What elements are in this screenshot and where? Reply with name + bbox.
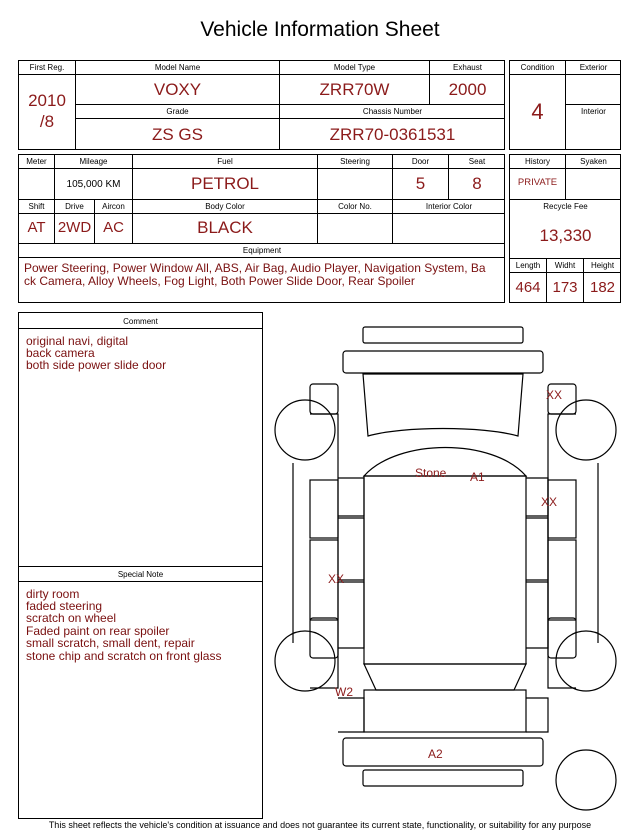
grade-value: ZS GS (151, 125, 203, 144)
model-type-label: Model Type (280, 61, 429, 75)
width-value: 173 (552, 279, 578, 296)
mark-xx-right: XX (541, 495, 558, 509)
mark-xx-left: XX (328, 572, 345, 586)
exterior-cell (566, 61, 621, 105)
model-name-cell (76, 61, 280, 105)
seat-cell (449, 155, 505, 200)
mark-a2: A2 (428, 747, 443, 761)
syaken-label: Syaken (566, 155, 621, 169)
shift-value: AT (27, 219, 46, 236)
width-cell (547, 259, 584, 303)
left-front-window (338, 478, 364, 516)
first-reg-label: First Reg. (19, 61, 75, 75)
comment-label: Comment (19, 315, 262, 329)
comment-line-2: back camera (26, 346, 95, 360)
rear-wheel-right (556, 631, 616, 691)
length-label: Length (510, 259, 546, 273)
history-value: PRIVATE (517, 177, 558, 188)
recycle-cell (510, 200, 621, 259)
equipment-label: Equipment (19, 244, 505, 258)
drive-value: 2WD (57, 219, 92, 236)
back-door-side-left (338, 698, 364, 732)
mileage-label: Mileage (55, 155, 132, 169)
special-line-2: faded steering (26, 599, 103, 613)
equipment-cell (19, 244, 505, 303)
body-color-value: BLACK (197, 218, 253, 237)
left-rear-window (338, 582, 364, 648)
history-cell (510, 155, 566, 200)
grade-cell (76, 105, 280, 150)
interior-label: Interior (581, 107, 606, 116)
rear-window (364, 664, 526, 690)
page-title: Vehicle Information Sheet (200, 18, 440, 41)
fuel-cell (133, 155, 318, 200)
body-color-label: Body Color (133, 200, 317, 214)
model-name-value: VOXY (153, 80, 202, 99)
drive-label: Drive (55, 200, 94, 214)
model-type-value: ZRR70W (319, 80, 390, 99)
comment-panel (18, 312, 263, 819)
condition-value: 4 (531, 99, 544, 124)
recycle-value: 13,330 (539, 226, 592, 245)
mileage-value: 105,000 KM (66, 179, 121, 190)
meter-cell (19, 155, 55, 200)
rear-wheel-left (275, 631, 335, 691)
syaken-cell (566, 155, 621, 200)
condition-table (509, 60, 621, 150)
aircon-cell (95, 200, 133, 244)
chassis-value: ZRR70-0361531 (329, 125, 456, 144)
chassis-cell (280, 105, 505, 150)
rear-bumper-lower (363, 770, 523, 786)
special-line-4: Faded paint on rear spoiler (26, 624, 170, 638)
width-label: Widht (547, 259, 583, 273)
special-note-label: Special Note (19, 568, 262, 582)
hood (363, 374, 523, 436)
condition-label: Condition (510, 61, 565, 75)
front-fender-left (310, 384, 338, 414)
mark-stone: Stone (415, 466, 447, 480)
history-label: History (510, 155, 565, 169)
model-type-cell (280, 61, 430, 105)
right-rear-door (548, 540, 576, 620)
front-wheel-right (556, 400, 616, 460)
left-side-body (310, 414, 338, 688)
first-reg-cell (19, 61, 76, 150)
fuel-label: Fuel (133, 155, 317, 169)
seat-value: 8 (472, 174, 482, 193)
interior-color-cell (393, 200, 505, 244)
front-bumper-top (363, 327, 523, 343)
condition-cell (510, 61, 566, 150)
mark-xx-top-right: XX (546, 388, 563, 402)
special-note-divider (19, 566, 262, 567)
exterior-label: Exterior (566, 61, 621, 75)
disclaimer-footer: This sheet reflects the vehicle's condition at issuance and does not guarantee its current state, functionality, or suitability for any purpose (48, 820, 592, 830)
length-cell (510, 259, 547, 303)
interior-color-label: Interior Color (393, 200, 505, 214)
steering-label: Steering (318, 155, 392, 169)
interior-cell (566, 105, 621, 150)
left-mid-window (338, 518, 364, 580)
steering-cell (318, 155, 393, 200)
first-reg-year: 2010 (28, 91, 66, 110)
back-door-side-right (526, 698, 548, 732)
special-line-1: dirty room (26, 587, 80, 601)
rear-bumper (343, 738, 543, 766)
height-cell (584, 259, 621, 303)
comment-line-1: original navi, digital (26, 334, 129, 348)
body-color-cell (133, 200, 318, 244)
roof (364, 476, 526, 664)
back-door (364, 690, 526, 732)
grade-label: Grade (76, 105, 279, 119)
seat-label: Seat (449, 155, 505, 169)
right-side-body (548, 414, 576, 688)
shift-cell (19, 200, 55, 244)
shift-label: Shift (19, 200, 54, 214)
chassis-label: Chassis Number (280, 105, 505, 119)
special-line-3: scratch on wheel (26, 611, 117, 625)
aircon-label: Aircon (95, 200, 132, 214)
first-reg-month: /8 (39, 112, 55, 131)
height-label: Height (584, 259, 621, 273)
model-name-label: Model Name (76, 61, 279, 75)
mark-w2: W2 (335, 685, 353, 699)
recycle-label: Recycle Fee (543, 202, 588, 211)
left-front-door (310, 480, 338, 538)
exhaust-value: 2000 (448, 80, 487, 99)
vehicle-basic-table (18, 60, 505, 150)
drive-cell (55, 200, 95, 244)
right-mid-window (526, 518, 548, 580)
spare-wheel (556, 750, 616, 810)
door-cell (393, 155, 449, 200)
history-table (509, 154, 621, 303)
special-line-6: stone chip and scratch on front glass (26, 649, 222, 663)
equipment-line-1: Power Steering, Power Window All, ABS, Air Bag, Audio Player, Navigation System, Ba (24, 261, 486, 275)
meter-label: Meter (19, 155, 54, 169)
door-value: 5 (415, 174, 426, 193)
right-rear-window (526, 582, 548, 648)
special-line-5: small scratch, small dent, repair (26, 636, 195, 650)
car-damage-diagram (268, 318, 628, 818)
height-value: 182 (589, 279, 616, 296)
right-front-door (548, 480, 576, 538)
color-no-cell (318, 200, 393, 244)
front-bumper (343, 351, 543, 373)
aircon-value: AC (103, 219, 124, 236)
exhaust-label: Exhaust (430, 61, 505, 75)
rear-fender-right (548, 618, 576, 658)
exhaust-cell (430, 61, 505, 105)
vehicle-spec-table (18, 154, 505, 303)
color-no-label: Color No. (318, 200, 392, 214)
mileage-cell (55, 155, 133, 200)
front-wheel-left (275, 400, 335, 460)
length-value: 464 (515, 279, 541, 296)
door-label: Door (393, 155, 448, 169)
fuel-value: PETROL (190, 174, 260, 193)
comment-line-3: both side power slide door (26, 358, 167, 372)
mark-a1: A1 (470, 470, 485, 484)
equipment-line-2: ck Camera, Alloy Wheels, Fog Light, Both Power Slide Door, Rear Spoiler (24, 274, 415, 288)
